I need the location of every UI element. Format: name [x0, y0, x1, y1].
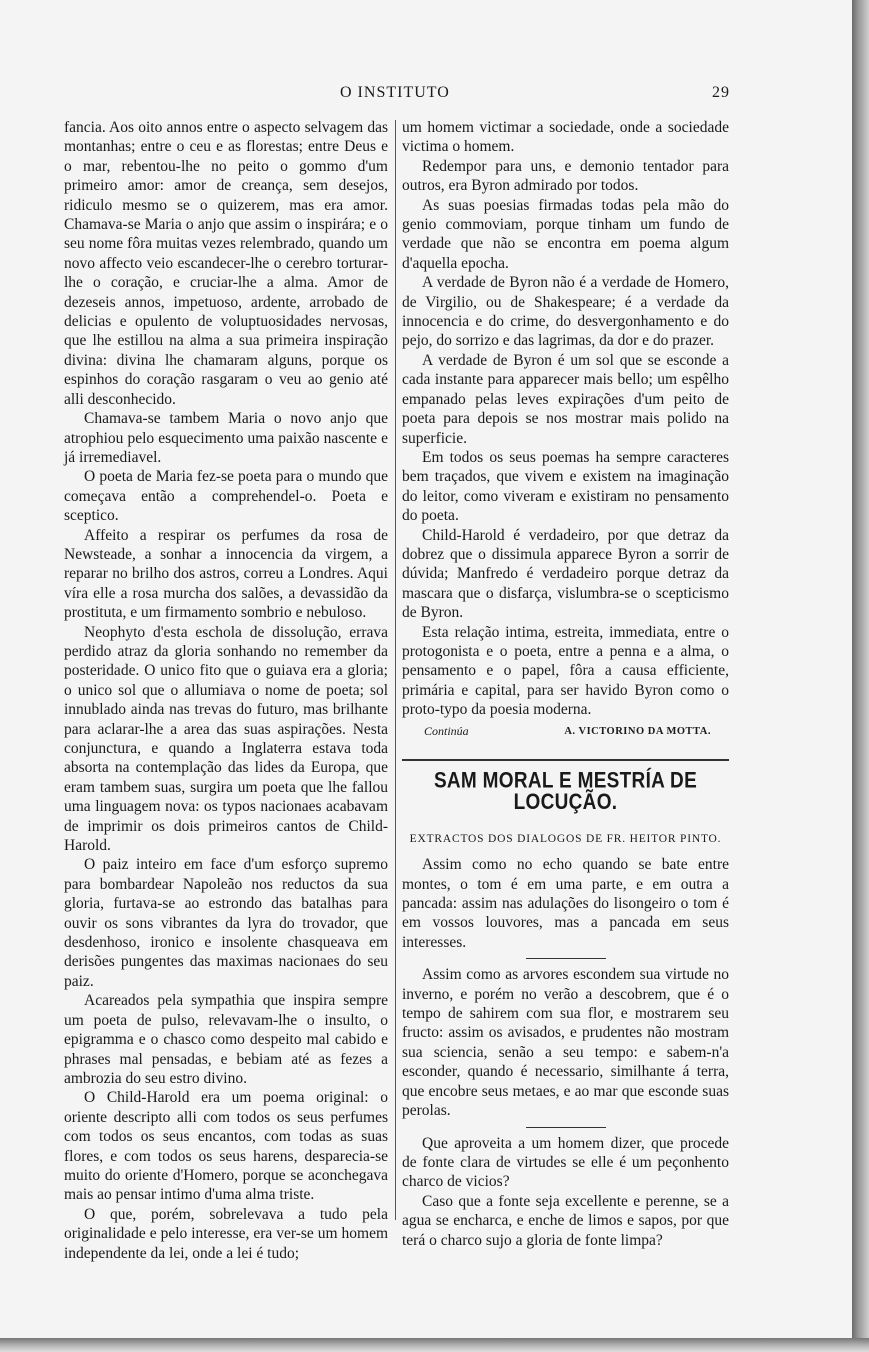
left-column	[64, 118, 388, 1263]
paragraph: Redempor para uns, e demonio tentador para outros, era Byron admirado por todos.	[402, 157, 729, 195]
paragraph: Child-Harold é verdadeiro, por que detraz da dobrez que o dissimula apparece Byron a sorrir de dúvida; Manfredo é verdadeiro porque detraz da mascara que o disfarça, vislumbra-se o scepticismo de Byron.	[402, 526, 729, 622]
paragraph: O poeta de Maria fez-se poeta para o mundo que começava então a comprehendel-o. Poeta e sceptico.	[64, 468, 388, 525]
paragraph: O Child-Harold era um poema original: o oriente descripto alli com todos os seus perfumes com todos os seus encantos, com todas as suas flores, e com todos os seus harens, desparecia-se muito do oriente d'Homero, porque se aconchegava mais ao pensar intimo d'uma alma triste.	[64, 1089, 388, 1204]
section-rule	[402, 759, 729, 761]
paragraph: Assim como no echo quando se bate entre montes, o tom é em uma parte, e em outra a pancada: assim nas adulações do lisongeiro o tom é em vossos louvores, mas a pancada em seus interesses.	[402, 856, 729, 951]
paragraph: um homem victimar a sociedade, onde a sociedade victima o homem.	[402, 119, 729, 156]
page-header	[60, 84, 730, 106]
section-subtitle: EXTRACTOS DOS DIALOGOS DE FR. HEITOR PINTO.	[409, 832, 722, 845]
separator-rule	[526, 958, 606, 959]
article-signature	[402, 722, 729, 741]
book-edge	[852, 0, 869, 1352]
continues-label: Continúa	[424, 723, 469, 738]
section-title: SAM MORAL E MESTRÍA DE LOCUÇÃO.	[433, 768, 698, 816]
paragraph: Esta relação intima, estreita, immediata, entre o protogonista e o poeta, entre a penna e a alma, o pensamento e o papel, fôra a causa efficiente, primária e capital, para ser havido Byron como o proto-typo da poesia moderna.	[402, 623, 729, 719]
paragraph: Que aproveita a um homem dizer, que procede de fonte clara de virtudes se elle é um peçonhento charco de vicios?	[402, 1134, 729, 1191]
separator-rule	[526, 1127, 606, 1128]
paragraph: Assim como as arvores escondem sua virtude no inverno, e porém no verão a descobrem, que é o tempo de sahirem com sua flor, e mostrarem seu fructo: assim os avisados, e prudentes não mostram sua sciencia, senão a seu tempo: e sabem-n'a esconder, quando é necessario, similhante á terra, que encobre seus metaes, e ao mar que esconde suas perolas.	[402, 966, 729, 1120]
paragraph: As suas poesias firmadas todas pela mão do genio commoviam, porque tinham um fundo de verdade que não se encontra em poema algum d'aquella epocha.	[402, 196, 729, 272]
paragraph: O que, porém, sobrelevava a tudo pela originalidade e pelo interesse, era ver-se um homem independente da lei, onde a lei é tudo;	[64, 1205, 388, 1262]
paragraph: Neophyto d'esta eschola de dissolução, errava perdido atraz da gloria sonhando no remember da posteridade. O unico fito que o guiava era a gloria; o unico sol que o allumiava o nome de poeta; sol innublado ainda nas trevas do futuro, mas brilhante para aclarar-lhe a area das suas aspirações. Nesta conjunctura, e quando a Inglaterra estava toda absorta na contemplação das lides da Europa, que eram tambem suas, surgira um poeta que lhe fallou uma linguagem nova: os typos nacionaes acabavam de imprimir os dois primeiros cantos de Child-Harold.	[64, 623, 388, 855]
paragraph: A verdade de Byron não é a verdade de Homero, de Virgilio, ou de Shakespeare; é a verdade da innocencia e do crime, do desvergonhamento e do pejo, do sorrizo e das lagrimas, da dor e do prazer.	[402, 274, 729, 350]
paragraph: Affeito a respirar os perfumes da rosa de Newsteade, a sonhar a innocencia da virgem, a reparar no brilho dos astros, correu a Londres. Aqui víra elle a rosa murcha dos salões, a devassidão da prostituta, e um firmamento sombrio e nebuloso.	[64, 526, 388, 622]
paragraph: A verdade de Byron é um sol que se esconde a cada instante para apparecer mais bello; um espêlho empanado pelas leves expirações d'um peito de poeta para depois se nos mostrar mais polido na superficie.	[402, 351, 729, 447]
author-name: A. VICTORINO DA MOTTA.	[564, 725, 711, 737]
paragraph: Chamava-se tambem Maria o novo anjo que atrophiou pelo esquecimento uma paixão nascente e já irremediavel.	[64, 410, 388, 466]
column-divider	[395, 120, 396, 1220]
paragraph: Caso que a fonte seja excellente e perenne, se a agua se encharca, e enche de limos e sapos, por que terá o charco sujo a gloria de fonte limpa?	[402, 1192, 729, 1249]
paragraph: fancia. Aos oito annos entre o aspecto selvagem das montanhas; entre o ceu e as florestas; entre Deus e o mar, rebentou-lhe no peito o gommo d'um primeiro amor: amor de creança, sem desejos, ridiculo mesmo se o quizerem, mas era amor. Chamava-se Maria o anjo que assim o inspirára; e o seu nome fôra muitas vezes relembrado, quando um novo affecto veio escandecer-lhe o cerebro torturar-lhe o coração, e cruciar-lhe a alma. Amor de dezeseis annos, impetuoso, ardente, arrobado de delicias e opulento de voluptuosidades nervosas, que lhe estillou na alma a sua primeira inspiração divina: divina lhe chamaram alguns, porque os espinhos do coração rasgaram o veu ao genio até alli desconhecido.	[64, 119, 388, 408]
page-number: 29	[712, 84, 730, 101]
paragraph: O paiz inteiro em face d'um esforço supremo para bombardear Napoleão nos reductos da sua gloria, furtava-se ao estrondo das batalhas para ouvir os sons vibrantes da lyra do trovador, que desdenhoso, ironico e insolente chasqueava em derisões pungentes das maximas nacionaes do seu paiz.	[64, 856, 388, 990]
paragraph: Em todos os seus poemas ha sempre caracteres bem traçados, que vivem e existem na imaginação do leitor, como viveram e existiram no pensamento do poeta.	[402, 448, 729, 525]
right-column	[402, 118, 729, 1250]
page-bottom-edge	[0, 1338, 869, 1352]
paragraph: Acareados pela sympathia que inspira sempre um poeta de pulso, relevavam-lhe o insulto, o epigramma e o chasco como despeito mal cabido e phrases mal pensadas, e bebiam até as fezes a ambrozia do seu estro divino.	[64, 992, 388, 1087]
journal-title: O INSTITUTO	[340, 84, 450, 101]
